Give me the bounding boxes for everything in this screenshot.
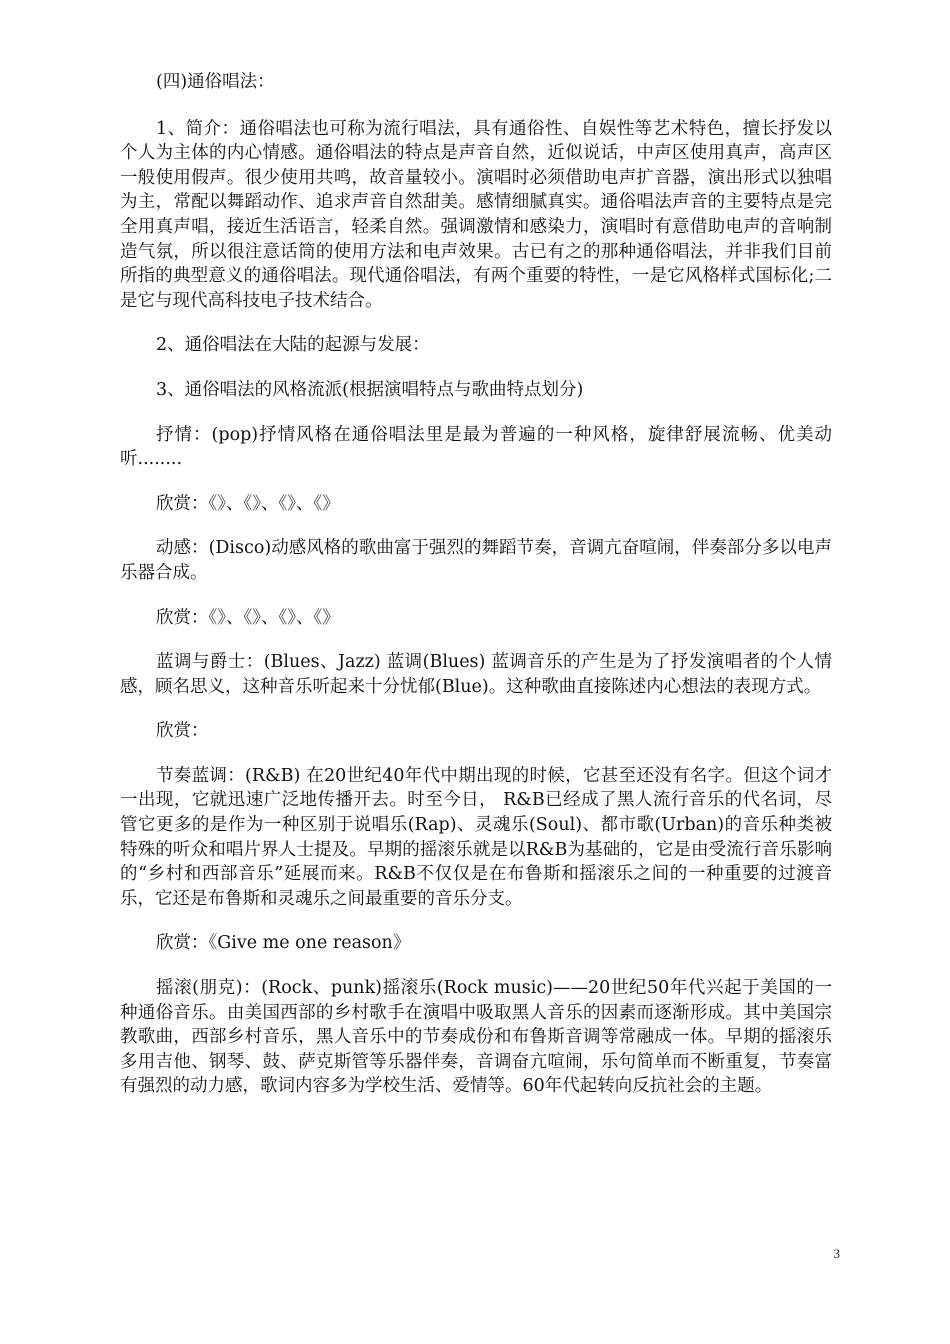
paragraph-lyrical-pop: 抒情：(pop)抒情风格在通俗唱法里是最为普遍的一种风格，旋律舒展流畅、优美动听........ — [120, 424, 832, 470]
section-heading-popular-singing: (四)通俗唱法： — [156, 72, 275, 92]
appreciation-rnb: 欣赏：《Give me one reason》 — [156, 933, 411, 954]
appreciation-pop: 欣赏：《》、《》、《》、《》 — [156, 493, 340, 514]
appreciation-blues: 欣赏： — [156, 721, 209, 742]
paragraph-origin-development: 2、通俗唱法在大陆的起源与发展： — [156, 335, 430, 356]
paragraph-introduction: 1、简介：通俗唱法也可称为流行唱法，具有通俗性、自娱性等艺术特色，擅长抒发以个人为主体的内心情感。通俗唱法的特点是声音自然，近似说话，中声区使用真声，高声区一般使用假声。很少使用共鸣，故音量较小。演唱时必须借助电声扩音器，演出形式以独唱为主，常配以舞蹈动作、追求声音自然甜美。感情细腻真实。通俗唱法声音的主要特点是完全用真声唱，接近生活语言，轻柔自然。强调激情和感染力，演唱时有意借助电声的音响制造气氛，所以很注意话筒的使用方法和电声效果。古已有之的那种通俗唱法，并非我们目前所指的典型意义的通俗唱法。现代通俗唱法，有两个重要的特性，一是它风格样式国标化;二是它与现代高科技电子技术结合。 — [120, 118, 832, 311]
paragraph-rnb: 节奏蓝调：(R&B) 在20世纪40年代中期出现的时候，它甚至还没有名字。但这个词才一出现，它就迅速广泛地传播开去。时至今日， R&B已经成了黑人流行音乐的代名词，尽管它更多的是作为一种区别于说唱乐(Rap)、灵魂乐(Soul)、都市歌(Urban)的音乐种类被特殊的听众和唱片界人士提及。早期的摇滚乐就是以R&B为基础的，它是由受流行音乐影响的“乡村和西部音乐”延展而来。R&B不仅仅是在布鲁斯和摇滚乐之间的一种重要的过渡音乐，它还是布鲁斯和灵魂乐之间最重要的音乐分支。 — [120, 765, 832, 909]
paragraph-disco: 动感：(Disco)动感风格的歌曲富于强烈的舞蹈节奏，音调亢奋喧闹，伴奏部分多以电声乐器合成。 — [120, 538, 832, 583]
paragraph-rock-punk: 摇滚(朋克)：(Rock、punk)摇滚乐(Rock music)——20世纪50年代兴起于美国的一种通俗音乐。由美国西部的乡村歌手在演唱中吸取黑人音乐的因素而逐渐形成。其中美国宗教歌曲，西部乡村音乐，黑人音乐中的节奏成份和布鲁斯音调等常融成一体。早期的摇滚乐多用吉他、钢琴、鼓、萨克斯管等乐器伴奏，音调奋亢喧闹，乐句简单而不断重复，节奏富有强烈的动力感，歌词内容多为学校生活、爱情等。60年代起转向反抗社会的主题。 — [120, 978, 832, 1097]
page-number: 3 — [833, 1246, 840, 1261]
paragraph-blues-jazz: 蓝调与爵士：(Blues、Jazz) 蓝调(Blues) 蓝调音乐的产生是为了抒发演唱者的个人情感，顾名思义，这种音乐听起来十分忧郁(Blue)。这种歌曲直接陈述内心想法的表现方式。 — [120, 652, 832, 697]
document-body — [120, 70, 832, 1099]
paragraph-style-schools: 3、通俗唱法的风格流派(根据演唱特点与歌曲特点划分) — [156, 379, 584, 400]
appreciation-disco: 欣赏：《》、《》、《》、《》 — [156, 607, 340, 628]
